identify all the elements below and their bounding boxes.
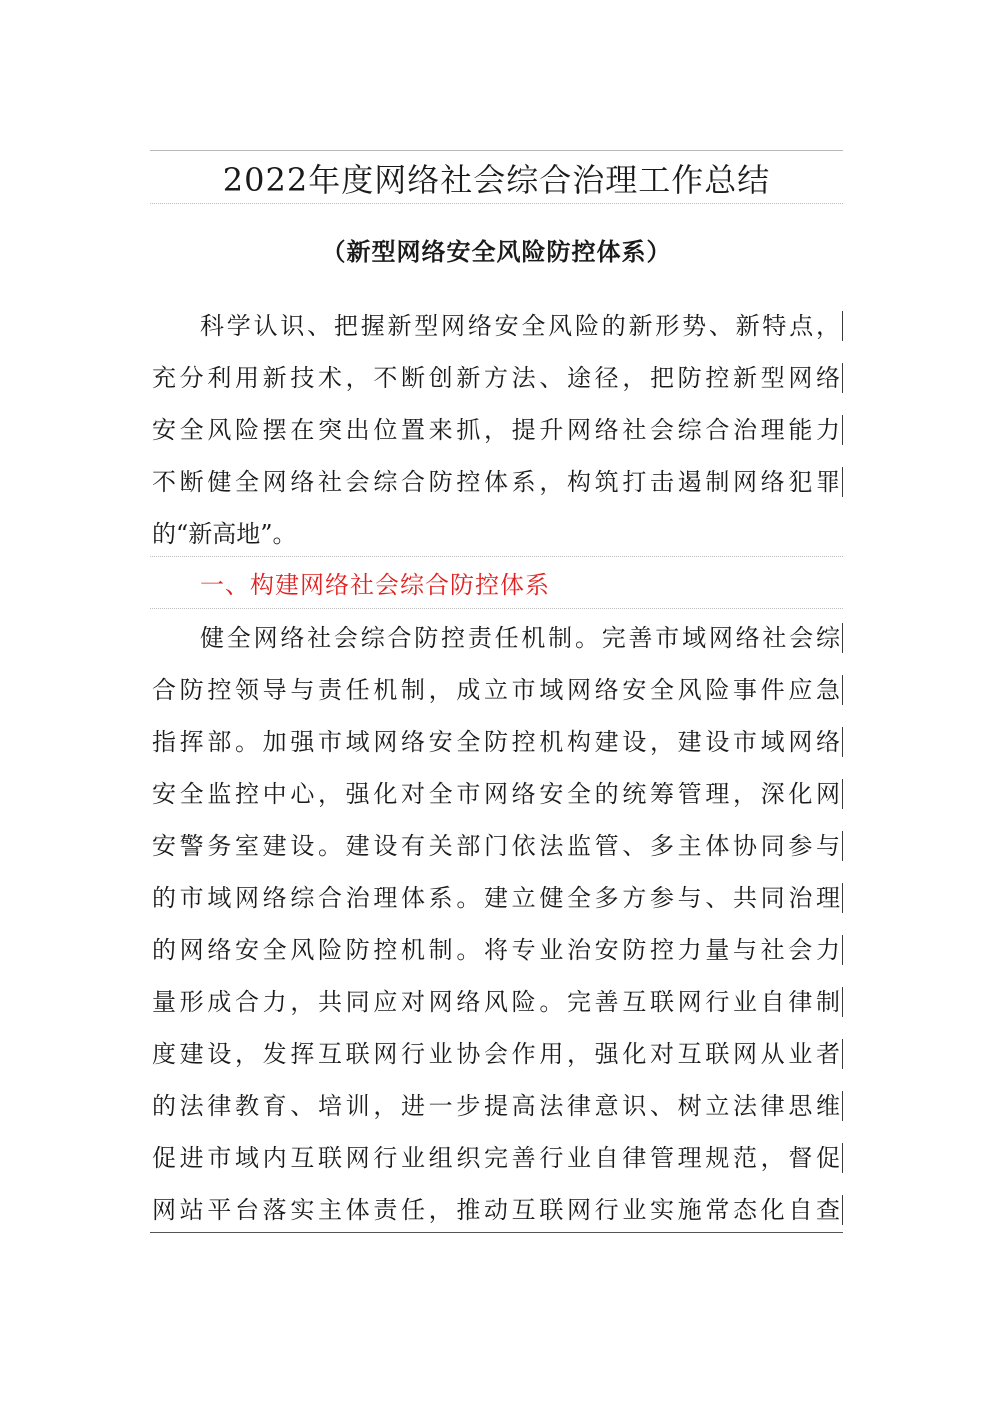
margin-bar	[842, 1091, 843, 1121]
margin-bar	[842, 311, 843, 341]
section-heading: 一、构建网络社会综合防控体系	[200, 571, 550, 599]
body-line: 度建设，发挥互联网行业协会作用，强化对互联网从业者	[152, 1040, 840, 1068]
body-line: 健全网络社会综合防控责任机制。完善市域网络社会综	[200, 624, 840, 652]
margin-bar	[842, 779, 843, 809]
margin-bar	[842, 831, 843, 861]
intro-line: 不断健全网络社会综合防控体系，构筑打击遏制网络犯罪	[152, 468, 840, 496]
body-line: 的法律教育、培训，进一步提高法律意识、树立法律思维	[152, 1092, 840, 1120]
margin-bar	[842, 675, 843, 705]
intro-line: 安全风险摆在突出位置来抓，提升网络社会综合治理能力	[152, 416, 840, 444]
margin-bar	[842, 1195, 843, 1225]
body-line: 安警务室建设。建设有关部门依法监管、多主体协同参与	[152, 832, 840, 860]
margin-bar	[842, 883, 843, 913]
title-bottom-rule	[150, 203, 843, 204]
margin-bar	[842, 623, 843, 653]
body-line: 指挥部。加强市域网络安全防控机构建设，建设市域网络	[152, 728, 840, 756]
body-line: 的市域网络综合治理体系。建立健全多方参与、共同治理	[152, 884, 840, 912]
section-divider-bottom	[150, 608, 843, 609]
intro-line: 充分利用新技术，不断创新方法、途径，把防控新型网络	[152, 364, 840, 392]
margin-bar	[842, 467, 843, 497]
body-line: 合防控领导与责任机制，成立市域网络安全风险事件应急	[152, 676, 840, 704]
margin-bar	[842, 415, 843, 445]
title-top-rule	[150, 150, 843, 151]
intro-line: 的“新高地”。	[152, 520, 297, 548]
intro-line: 科学认识、把握新型网络安全风险的新形势、新特点，	[200, 312, 840, 340]
section-divider-top	[150, 556, 843, 557]
margin-bar	[842, 363, 843, 393]
body-line: 网站平台落实主体责任，推动互联网行业实施常态化自查	[152, 1196, 840, 1224]
margin-bar	[842, 987, 843, 1017]
margin-bar	[842, 935, 843, 965]
page-bottom-rule	[150, 1232, 843, 1233]
margin-bar	[842, 1143, 843, 1173]
body-line: 的网络安全风险防控机制。将专业治安防控力量与社会力	[152, 936, 840, 964]
body-line: 促进市域内互联网行业组织完善行业自律管理规范，督促	[152, 1144, 840, 1172]
page-subtitle: （新型网络安全风险防控体系）	[321, 237, 672, 266]
margin-bar	[842, 727, 843, 757]
page-title: 2022年度网络社会综合治理工作总结	[222, 161, 771, 199]
body-line: 量形成合力，共同应对网络风险。完善互联网行业自律制	[152, 988, 840, 1016]
body-line: 安全监控中心，强化对全市网络安全的统筹管理，深化网	[152, 780, 840, 808]
margin-bar	[842, 1039, 843, 1069]
